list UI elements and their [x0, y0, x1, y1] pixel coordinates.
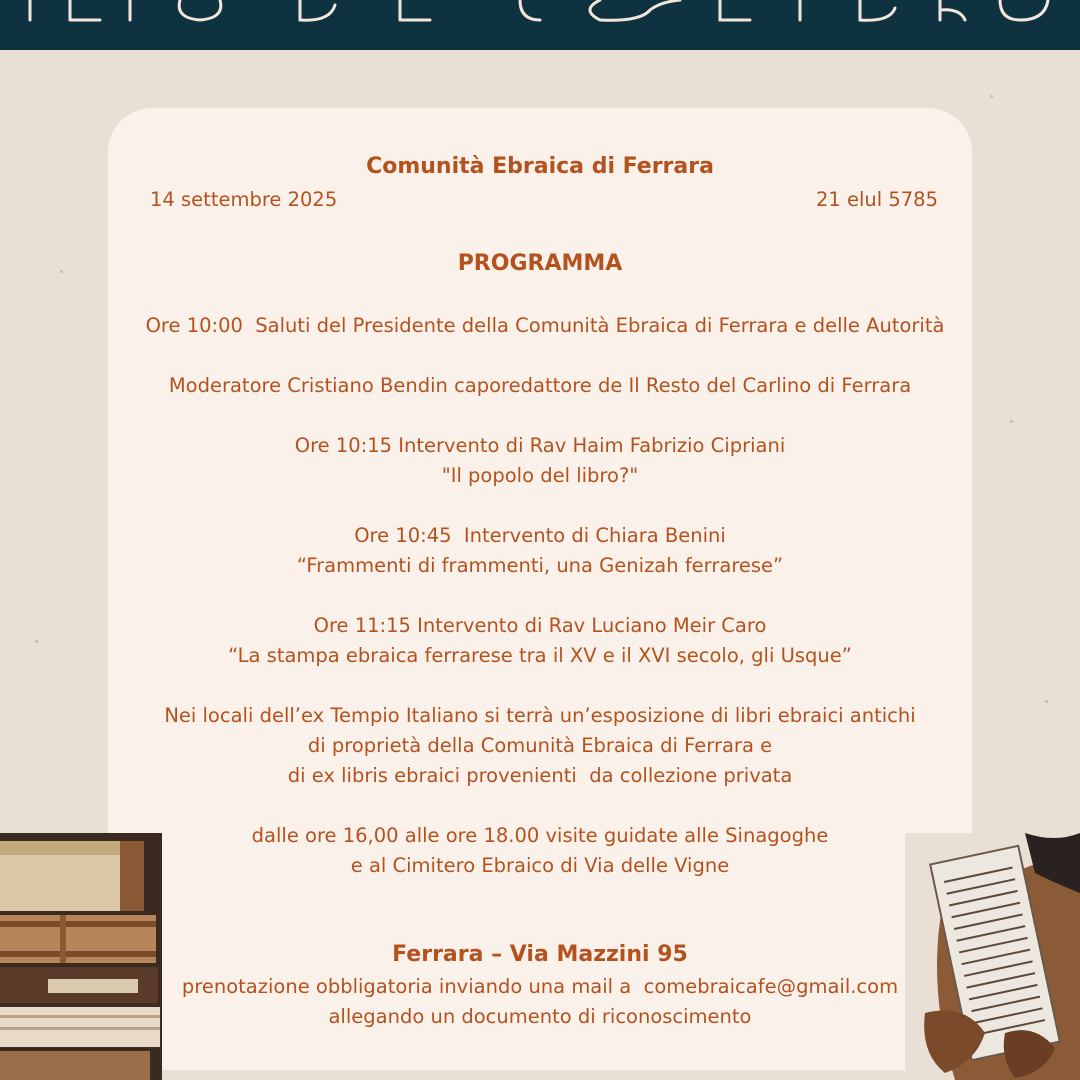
program-item-talk-title: "Il popolo del libro?": [441, 464, 639, 487]
address: Ferrara – Via Mazzini 95: [392, 942, 688, 967]
program-item: Moderatore Cristiano Bendin caporedattore de Il Resto del Carlino di Ferrara: [168, 374, 912, 397]
top-banner: [0, 0, 1080, 50]
program-item-talk-title: “Frammenti di frammenti, una Genizah ferrarese”: [296, 554, 784, 577]
program-item: Ore 10:45 Intervento di Chiara Benini: [354, 524, 726, 547]
program-item: Ore 11:15 Intervento di Rav Luciano Meir Caro: [313, 614, 767, 637]
program-item-talk-title: “La stampa ebraica ferrarese tra il XV e il XVI secolo, gli Usque”: [228, 644, 852, 667]
visits-line: dalle ore 16,00 alle ore 18.00 visite guidate alle Sinagoghe: [251, 824, 829, 847]
banner-title-artwork: [0, 0, 1080, 50]
exhibition-line: di ex libris ebraici provenienti da collezione privata: [287, 764, 793, 787]
organization-title: Comunità Ebraica di Ferrara: [366, 154, 714, 179]
id-note: allegando un documento di riconoscimento: [328, 1005, 752, 1028]
torah-scroll-illustration: [905, 833, 1080, 1080]
program-title: PROGRAMMA: [457, 251, 623, 276]
paper-texture: [990, 95, 993, 98]
exhibition-line: di proprietà della Comunità Ebraica di Ferrara e: [307, 734, 773, 757]
date-hebrew: 21 elul 5785: [815, 188, 938, 211]
booking-note: prenotazione obbligatoria inviando una mail a comebraicafe@gmail.com: [181, 975, 899, 998]
visits-line: e al Cimitero Ebraico di Via delle Vigne: [350, 854, 730, 877]
date-gregorian: 14 settembre 2025: [150, 188, 338, 211]
exhibition-line: Nei locali dell’ex Tempio Italiano si terrà un’esposizione di libri ebraici antichi: [164, 704, 916, 727]
paper-texture: [1010, 420, 1013, 423]
program-item: Ore 10:00 Saluti del Presidente della Comunità Ebraica di Ferrara e delle Autorità: [145, 314, 945, 337]
book-stack-illustration: [0, 833, 162, 1080]
program-item: Ore 10:15 Intervento di Rav Haim Fabrizio Cipriani: [294, 434, 786, 457]
